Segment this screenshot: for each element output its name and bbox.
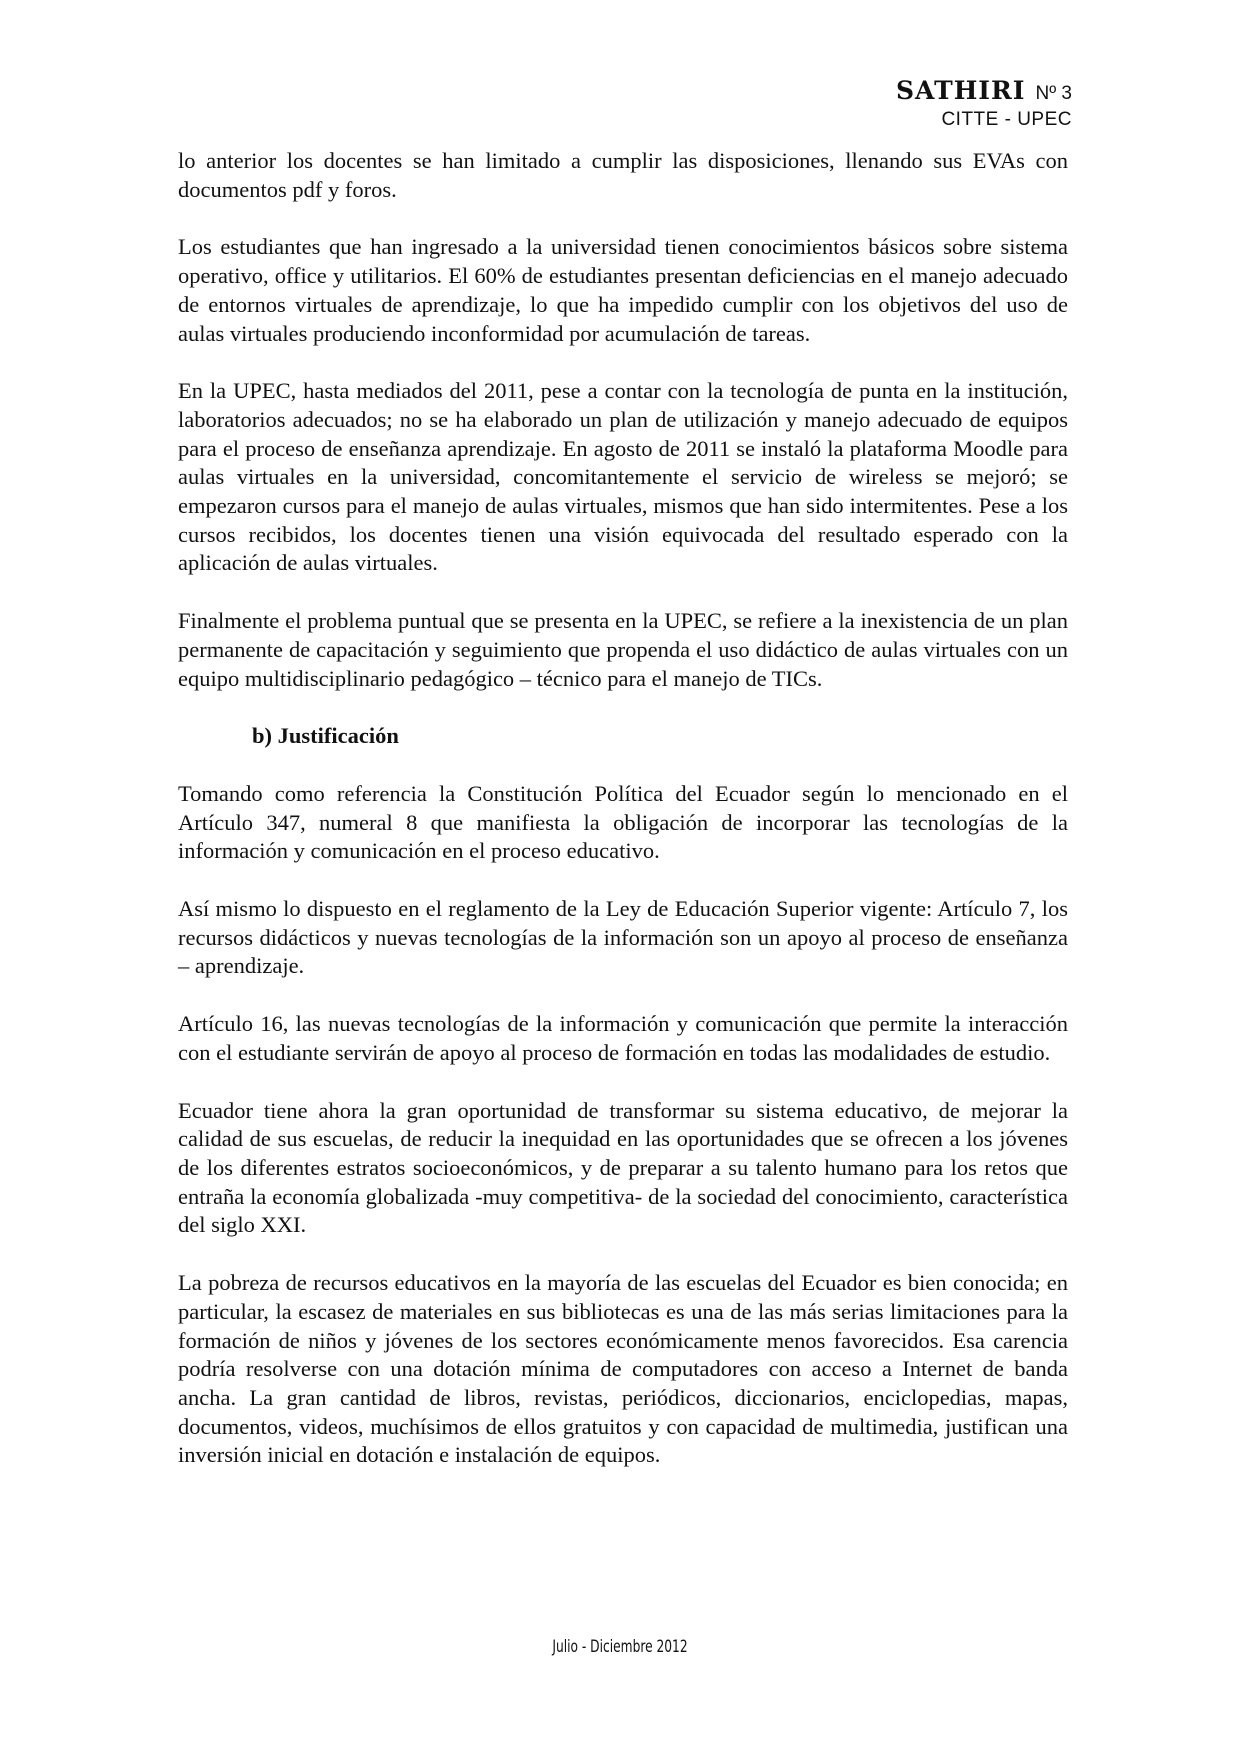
- header-title-line: [896, 78, 1072, 103]
- paragraph-4: Finalmente el problema puntual que se presenta en la UPEC, se refiere a la inexistencia de un plan permanente de capacitación y seguimiento que propenda el uso didáctico de aulas virtuales con un equipo multidisciplinario pedagógico – técnico para el manejo de TICs.: [178, 608, 1068, 691]
- document-body: [178, 147, 1068, 1499]
- paragraph-7: Artículo 16, las nuevas tecnologías de la información y comunicación que permite la interacción con el estudiante servirán de apoyo al proceso de formación en todas las modalidades de estudio.: [178, 1011, 1068, 1065]
- institution-name: CITTE - UPEC: [941, 109, 1072, 130]
- paragraph-6: Así mismo lo dispuesto en el reglamento de la Ley de Educación Superior vigente: Artículo 7, los recursos didácticos y nuevas tecnologías de la información son un apoyo al proceso de enseñanza – aprendizaje.: [178, 896, 1068, 979]
- paragraph-2: Los estudiantes que han ingresado a la universidad tienen conocimientos básicos sobre sistema operativo, office y utilitarios. El 60% de estudiantes presentan deficiencias en el manejo adecuado de entornos virtuales de aprendizaje, lo que ha impedido cumplir con los objetivos del uso de aulas virtuales produciendo inconformidad por acumulación de tareas.: [178, 234, 1068, 346]
- paragraph-1: lo anterior los docentes se han limitado a cumplir las disposiciones, llenando sus EVAs con documentos pdf y foros.: [178, 148, 1068, 202]
- paragraph-8: Ecuador tiene ahora la gran oportunidad de transformar su sistema educativo, de mejorar la calidad de sus escuelas, de reducir la inequidad en las oportunidades que se ofrecen a los jóvenes de los diferentes estratos socioeconómicos, y de preparar a su talento humano para los retos que entraña la economía globalizada -muy competitiva- de la sociedad del conocimiento, característica del siglo XXI.: [178, 1097, 1068, 1238]
- issue-number: Nº 3: [1035, 83, 1072, 104]
- page-footer-date: Julio - Diciembre 2012: [552, 1637, 688, 1657]
- section-heading: b) Justificación: [252, 723, 399, 749]
- paragraph-5: Tomando como referencia la Constitución Política del Ecuador según lo mencionado en el Artículo 347, numeral 8 que manifiesta la obligación de incorporar las tecnologías de la información y comunicación en el proceso educativo.: [178, 780, 1068, 864]
- page-header: [896, 78, 1072, 131]
- paragraph-3: En la UPEC, hasta mediados del 2011, pese a contar con la tecnología de punta en la institución, laboratorios adecuados; no se ha elaborado un plan de utilización y manejo adecuado de equipos para el proceso de enseñanza aprendizaje. En agosto de 2011 se instaló la plataforma Moodle para aulas virtuales en la universidad, concomitantemente el servicio de wireless se mejoró; se empezaron cursos para el manejo de aulas virtuales, mismos que han sido intermitentes. Pese a los cursos recibidos, los docentes tienen una visión equivocada del resultado esperado con la aplicación de aulas virtuales.: [178, 378, 1068, 576]
- journal-name: SATHIRI: [896, 76, 1026, 105]
- paragraph-9: La pobreza de recursos educativos en la mayoría de las escuelas del Ecuador es bien conocida; en particular, la escasez de materiales en sus bibliotecas es una de las más serias limitaciones para la formación de niños y jóvenes de los sectores económicamente menos favorecidos. Esa carencia podría resolverse con una dotación mínima de computadores con acceso a Internet de banda ancha. La gran cantidad de libros, revistas, periódicos, diccionarios, enciclopedias, mapas, documentos, videos, muchísimos de ellos gratuitos y con capacidad de multimedia, justifican una inversión inicial en dotación e instalación de equipos.: [178, 1270, 1068, 1468]
